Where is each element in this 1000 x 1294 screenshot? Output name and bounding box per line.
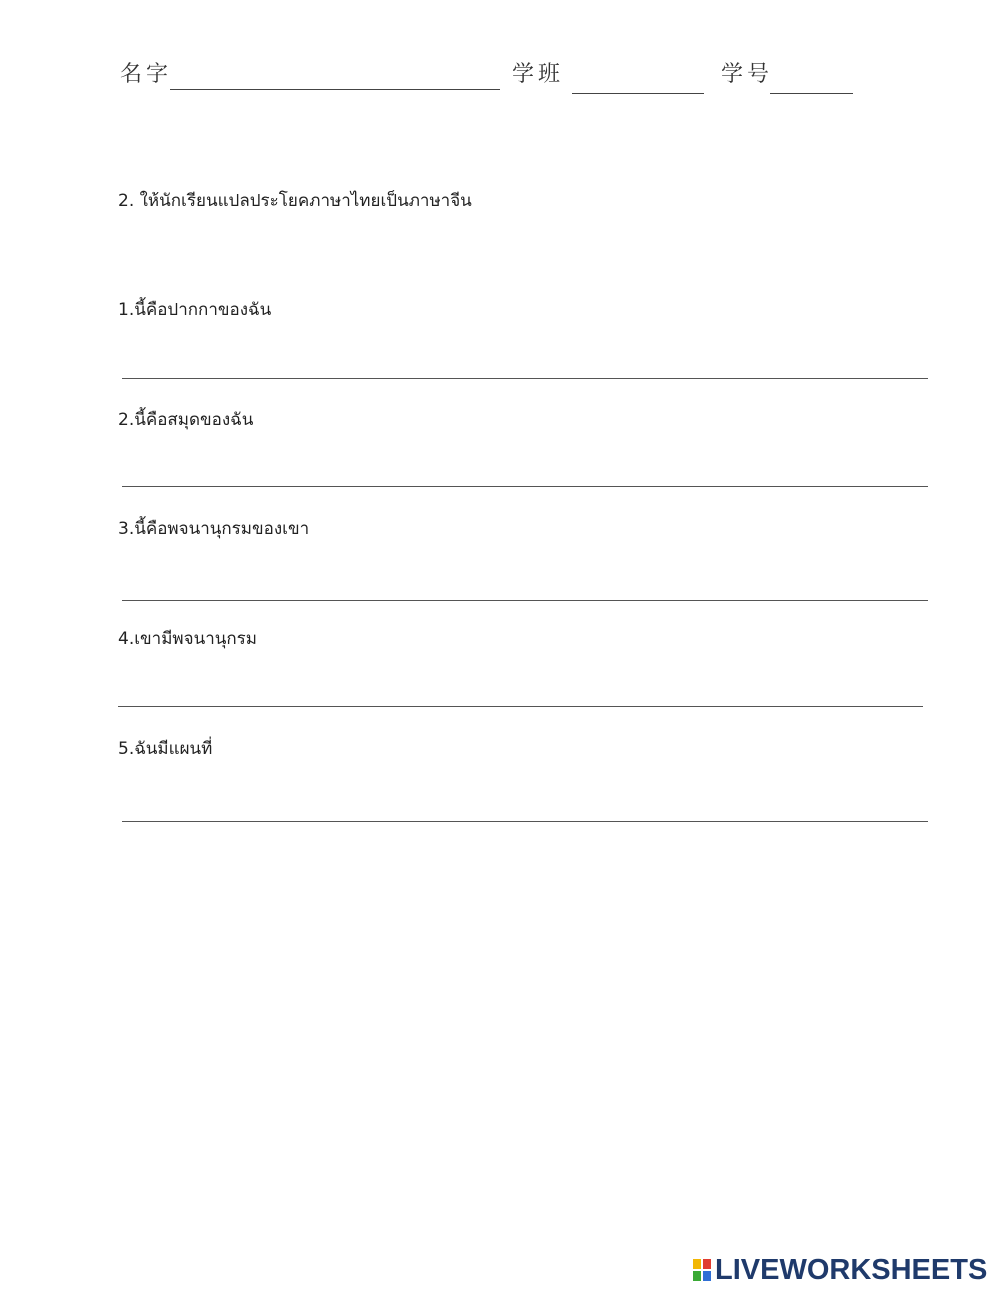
logo-block-blue [702, 1270, 712, 1282]
logo-block-green [692, 1270, 702, 1282]
logo-block-red [702, 1258, 712, 1270]
question-2: 2.นี้คือสมุดของฉัน [118, 410, 254, 430]
name-label: 名字 [120, 62, 173, 87]
question-3: 3.นี้คือพจนานุกรมของเขา [118, 519, 310, 539]
name-field[interactable] [170, 89, 500, 90]
class-field[interactable] [572, 93, 704, 94]
logo-text: LIVEWORKSHEETS [715, 1253, 988, 1286]
logo-block-yellow [692, 1258, 702, 1270]
answer-line-1[interactable] [122, 378, 928, 379]
student-number-label: 学号 [721, 62, 774, 87]
question-1: 1.นี้คือปากกาของฉัน [118, 300, 272, 320]
answer-line-2[interactable] [122, 486, 928, 487]
instruction-text: 2. ให้นักเรียนแปลประโยคภาษาไทยเป็นภาษาจีน [118, 191, 472, 211]
student-number-field[interactable] [770, 93, 853, 94]
class-label: 学班 [512, 62, 565, 87]
answer-line-4[interactable] [118, 706, 923, 707]
question-5: 5.ฉันมีแผนที่ [118, 739, 213, 759]
liveworksheets-blocks-icon [692, 1258, 712, 1282]
answer-line-5[interactable] [122, 821, 928, 822]
liveworksheets-logo [692, 1253, 988, 1286]
question-4: 4.เขามีพจนานุกรม [118, 629, 257, 649]
answer-line-3[interactable] [122, 600, 928, 601]
